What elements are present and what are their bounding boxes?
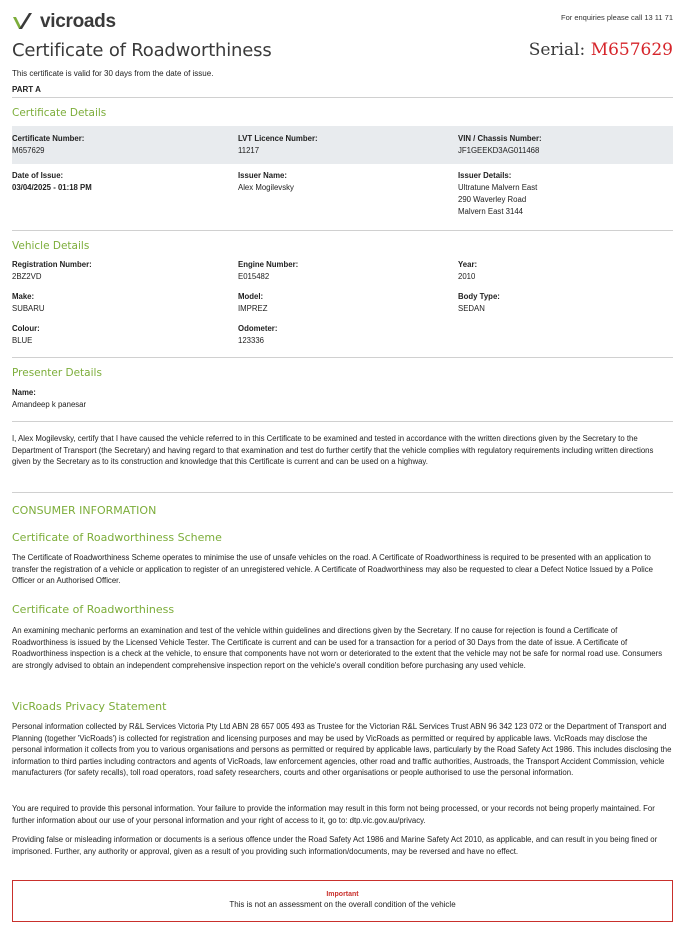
page-title: Certificate of Roadworthiness [12,40,272,61]
field-value: Amandeep k panesar [12,400,87,409]
field-label: VIN / Chassis Number: [458,134,542,143]
important-title: Important [326,891,359,898]
divider [12,357,673,358]
vehicle-details-section [12,255,673,353]
divider [12,230,673,231]
field-label: Odometer: [238,324,278,333]
certificate-details-row-2 [12,164,673,226]
privacy-text-1: Personal information collected by R&L Services Victoria Pty Ltd ABN 28 657 005 493 as Trustee for the Victorian R&L Services Trust ABN 96 342 123 072 or the Department of Transport and Planning (together 'VicRoads') is collected for registration and licensing purposes and may be used by VicRoads as permitted or required by applicable laws. VicRoads may disclose the personal information it collects from you to various organisations and persons as permitted or required by applicable laws, particularly by the Road Safety Act 1986. This includes disclosing the information to third parties including contractors and agents of VicRoads, law enforcement agencies, other road and traffic authorities, Austroads, the Transport Accident Commission, vehicle manufacturers (for safety recalls), toll road operators, road safety researchers, courts and other organisations or people authorised to use the personal information. [12,722,672,778]
issuer-details-line: Malvern East 3144 [458,207,524,216]
issuer-details-field [458,170,537,218]
lvt-licence-field [238,133,318,157]
field-label: Model: [238,292,264,301]
year-field [458,259,477,283]
field-value: 11217 [238,146,260,155]
vicroads-tick-icon [12,11,38,33]
privacy-text-3: Providing false or misleading information or documents is a serious offence under the Road Safety Act 1986 and Marine Safety Act 2010, as applicable, and can result in you being fined or imprisoned. Further, any authority or approval, given as a result of you providing such information/documents, may be reversed and have no effect. [12,835,658,856]
important-message: This is not an assessment on the overall condition of the vehicle [229,900,456,909]
enquiries-text: For enquiries please call 13 11 71 [560,13,673,22]
registration-field [12,259,92,283]
field-value: M657629 [12,146,45,155]
field-label: Registration Number: [12,260,92,269]
field-value: 2BZ2VD [12,272,42,281]
field-value: 123336 [238,336,265,345]
serial-value: M657629 [590,40,673,60]
field-label: Engine Number: [238,260,299,269]
vehicle-details-row-3 [12,319,673,353]
colour-field [12,323,40,347]
field-label: Date of Issue: [12,171,64,180]
field-value: 03/04/2025 - 01:18 PM [12,183,92,192]
field-value: E015482 [238,272,270,281]
certificate-heading: Certificate of Roadworthiness [12,603,175,616]
logo-text: vicroads [40,11,116,32]
date-of-issue-field [12,170,92,194]
certificate-text: An examining mechanic performs an examination and test of the vehicle within guidelines and directions given by the Secretary. If no cause for rejection is found a Certificate of Roadworthiness is issued by the Licensed Vehicle Tester. The Certificate is current and can be used for a transaction for a period of 30 Days from the date of issue. A Certificate of Roadworthiness inspection is a check at the vehicle, to ensure that components have not worn or deteriorated to the extent that the vehicle may not be safe for normal road use. Consumers are strongly advised to obtain an independent comprehensive inspection report on the vehicle's overall condition before purchasing any used vehicle. [12,626,663,670]
important-notice [12,880,673,922]
privacy-heading: VicRoads Privacy Statement [12,700,167,713]
field-label: Make: [12,292,35,301]
field-value: SEDAN [458,304,485,313]
presenter-details-section [12,383,673,419]
certificate-details-title: Certificate Details [12,107,107,119]
field-value: BLUE [12,336,33,345]
certificate-details-row-1 [12,126,673,164]
field-label: Colour: [12,324,40,333]
vehicle-details-row-2 [12,287,673,319]
field-label: Issuer Name: [238,171,287,180]
privacy-text-2: You are required to provide this personal information. Your failure to provide the information may result in this form not being processed, or your records not being properly maintained. For further information about our use of your personal information and your right of access to it, go to: dtp.vic.gov.au/privacy. [12,804,655,825]
scheme-heading: Certificate of Roadworthiness Scheme [12,531,222,544]
field-label: Name: [12,388,36,397]
issuer-name-field [238,170,294,194]
serial-label: Serial: [528,40,586,60]
field-label: Body Type: [458,292,500,301]
body-type-field [458,291,500,315]
make-field [12,291,45,315]
field-label: LVT Licence Number: [238,134,318,143]
presenter-details-title: Presenter Details [12,367,102,379]
certificate-details-section [12,126,673,226]
vehicle-details-row-1 [12,255,673,287]
field-value: IMPREZ [238,304,268,313]
certificate-number-field [12,133,84,157]
field-value: 2010 [458,272,476,281]
field-label: Certificate Number: [12,134,85,143]
divider [12,97,673,98]
scheme-text: The Certificate of Roadworthiness Scheme operates to minimise the use of unsafe vehicles on the road. A Certificate of Roadworthiness is required to be presented with an application to transfer the registration of a vehicle or application to register of an unregistered vehicle. A Certificate of Roadworthiness may also be requested to clear a Defect Notice Issued by a Police Officer or an Authorised Officer. [12,553,653,586]
divider [12,492,673,493]
vehicle-details-title: Vehicle Details [12,240,90,252]
issuer-details-line: 290 Waverley Road [458,195,527,204]
field-value: Alex Mogilevsky [238,183,294,192]
field-label: Issuer Details: [458,171,512,180]
presenter-name-field [12,387,86,411]
certification-statement: I, Alex Mogilevsky, certify that I have caused the vehicle referred to in this Certificate to be examined and tested in accordance with the written directions given by the Secretary to the Department of Transport (the Secretary) and having regard to that examination and test do further certify that the vehicle complies with regulatory requirements including written directions given by the Secretary as to its construction and knowledge that this Certificate is current and can be used on a highway. [12,434,654,467]
odometer-field [238,323,277,347]
serial-number [529,40,673,60]
engine-number-field [238,259,298,283]
presenter-details-row [12,383,673,419]
divider [12,421,673,422]
issuer-details-line: Ultratune Malvern East [458,183,538,192]
vin-field [458,133,542,157]
field-label: Year: [458,260,478,269]
field-value: JF1GEEKD3AG011468 [458,146,540,155]
model-field [238,291,267,315]
field-value: SUBARU [12,304,45,313]
part-label: PART A [12,85,41,94]
consumer-information-title: CONSUMER INFORMATION [12,504,157,517]
validity-note: This certificate is valid for 30 days from the date of issue. [12,69,214,78]
vicroads-logo [12,10,116,34]
